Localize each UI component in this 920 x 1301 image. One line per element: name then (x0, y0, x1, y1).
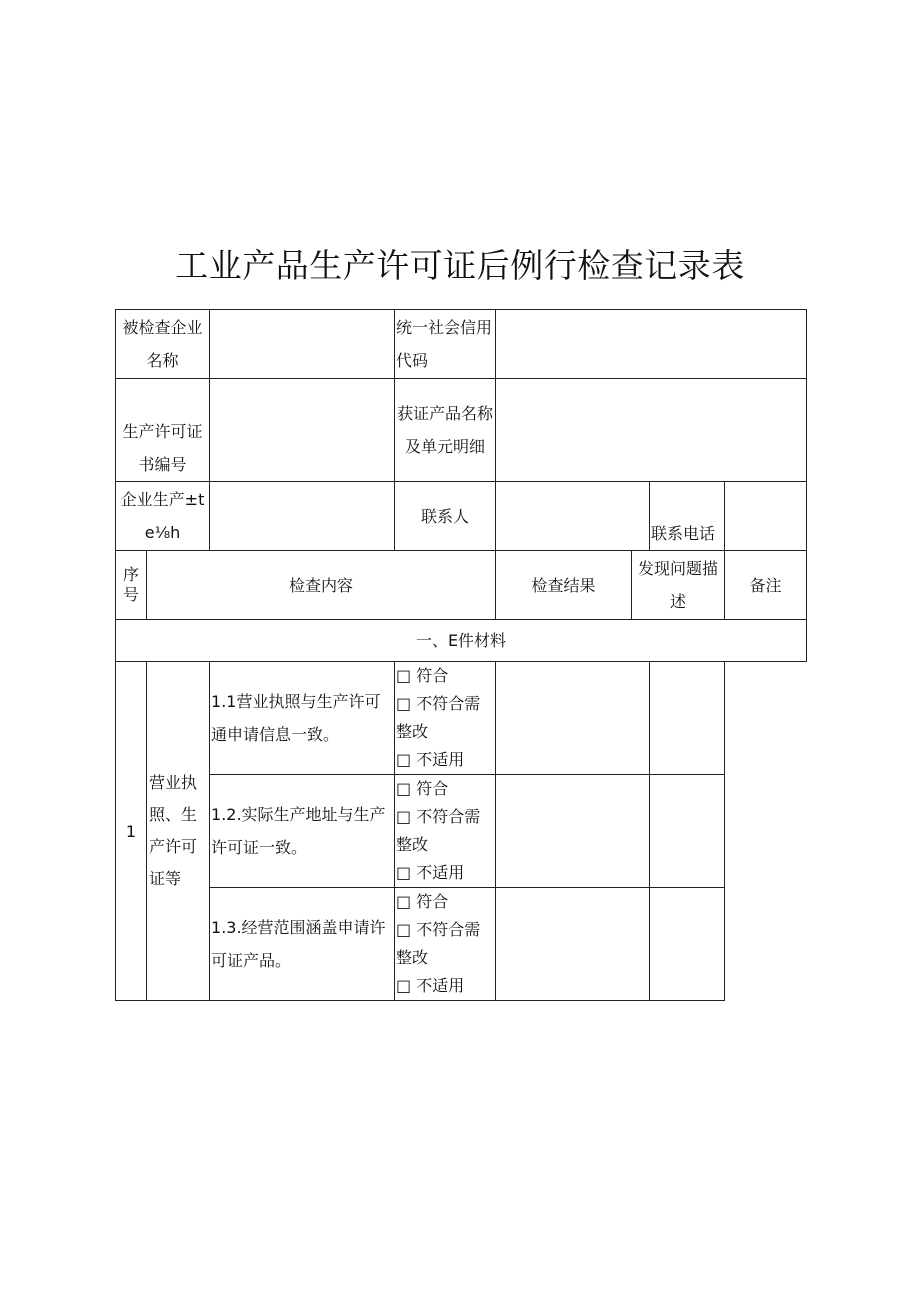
checkbox-icon: □ (396, 750, 412, 769)
col-header-seq: 序号 (116, 551, 147, 620)
product-label: 获证产品名称及单元明细 (395, 379, 496, 482)
col-header-result: 检查结果 (496, 551, 632, 620)
issue-description-field[interactable] (496, 888, 650, 1001)
table-row (116, 775, 807, 888)
checkbox-icon: □ (396, 920, 412, 939)
checkbox-option[interactable]: □ 不适用 (396, 863, 465, 882)
table-row (116, 888, 807, 1001)
checkbox-icon: □ (396, 666, 412, 685)
check-item-content: 1.3.经营范围涵盖申请许可证产品。 (210, 888, 395, 1001)
checkbox-option[interactable]: □ 不适用 (396, 750, 465, 769)
checkbox-option[interactable]: □ 符合 (396, 666, 449, 685)
checkbox-option[interactable]: □ 不适用 (396, 976, 465, 995)
group-seq: 1 (116, 662, 147, 1001)
group-category: 营业执照、生产许可证等 (147, 662, 210, 1001)
col-header-remark: 备注 (725, 551, 807, 620)
checkbox-icon: □ (396, 694, 412, 713)
company-name-label: 被检查企业名称 (116, 310, 210, 379)
check-result-options (395, 662, 496, 775)
page-title: 工业产品生产许可证后例行检查记录表 (175, 246, 745, 285)
remark-field[interactable] (650, 662, 725, 775)
address-row (116, 482, 807, 551)
issue-description-field[interactable] (496, 662, 650, 775)
column-header-row (116, 551, 807, 620)
contact-field[interactable] (496, 482, 650, 551)
checkbox-icon: □ (396, 807, 412, 826)
checkbox-option[interactable]: □ 不符合需整改 (396, 807, 481, 854)
section-title: 一、E件材料 (116, 620, 807, 662)
company-name-field[interactable] (210, 310, 395, 379)
remark-field[interactable] (650, 888, 725, 1001)
check-result-options (395, 775, 496, 888)
check-item-content: 1.2.实际生产地址与生产许可证一致。 (210, 775, 395, 888)
inspection-record-table (115, 309, 807, 1001)
section-row (116, 620, 807, 662)
contact-label: 联系人 (395, 482, 496, 551)
phone-field[interactable] (725, 482, 807, 551)
checkbox-option[interactable]: □ 不符合需整改 (396, 694, 481, 741)
issue-description-field[interactable] (496, 775, 650, 888)
address-field[interactable] (210, 482, 395, 551)
col-header-issue: 发现问题描述 (632, 551, 725, 620)
product-field[interactable] (496, 379, 807, 482)
checkbox-icon: □ (396, 863, 412, 882)
license-row (116, 379, 807, 482)
credit-code-field[interactable] (496, 310, 807, 379)
checkbox-option[interactable]: □ 符合 (396, 779, 449, 798)
license-no-field[interactable] (210, 379, 395, 482)
company-name-row (116, 310, 807, 379)
address-label: 企业生产±te⅛h (116, 482, 210, 551)
remark-field[interactable] (650, 775, 725, 888)
checkbox-icon: □ (396, 976, 412, 995)
check-item-content: 1.1营业执照与生产许可通申请信息一致。 (210, 662, 395, 775)
credit-code-label: 统一社会信用代码 (395, 310, 496, 379)
col-header-content: 检查内容 (147, 551, 496, 620)
checkbox-option[interactable]: □ 不符合需整改 (396, 920, 481, 967)
checkbox-icon: □ (396, 892, 412, 911)
license-no-label: 生产许可证书编号 (116, 379, 210, 482)
table-row (116, 662, 807, 775)
checkbox-icon: □ (396, 779, 412, 798)
check-result-options (395, 888, 496, 1001)
phone-label: 联系电话 (650, 482, 725, 551)
checkbox-option[interactable]: □ 符合 (396, 892, 449, 911)
